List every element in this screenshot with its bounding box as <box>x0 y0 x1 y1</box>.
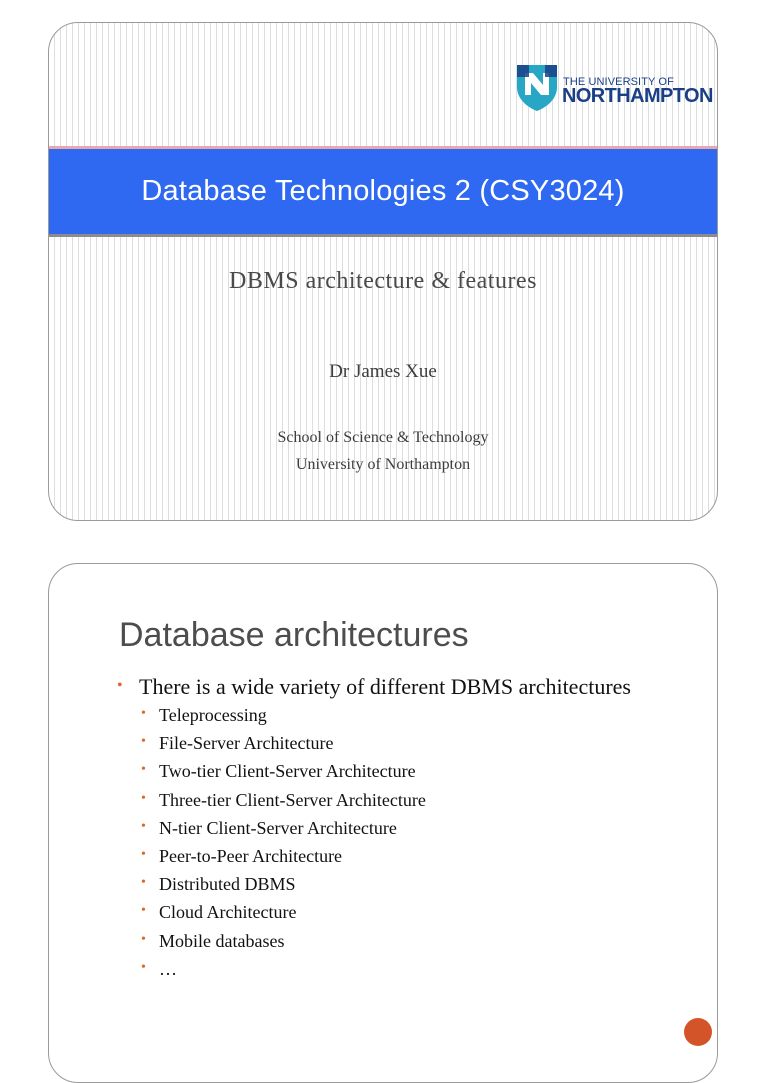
slide-corner-dot <box>684 1018 712 1046</box>
title-banner <box>49 149 717 237</box>
university-shield-icon <box>515 61 559 113</box>
list-item-text: File-Server Architecture <box>159 733 334 754</box>
course-title: Database Technologies 2 (CSY3024) <box>141 175 625 207</box>
title-slide <box>48 22 718 521</box>
logo-text-line2: NORTHAMPTON <box>562 85 713 107</box>
bullet-icon: • <box>141 875 146 891</box>
bullet-icon: • <box>141 846 146 862</box>
list-item-text: N-tier Client-Server Architecture <box>159 817 397 838</box>
list-item-text: Teleprocessing <box>159 705 267 725</box>
affiliation-school: School of Science & Technology <box>277 429 489 446</box>
bullet-icon: • <box>117 677 123 694</box>
bullet-icon: • <box>141 959 146 975</box>
list-item-text: Peer-to-Peer Architecture <box>159 845 343 866</box>
main-bullet-text: There is a wide variety of different DBMS architectures <box>139 674 631 699</box>
list-item-text: Two-tier Client-Server Architecture <box>159 761 416 782</box>
bullet-icon: • <box>141 706 146 721</box>
bullet-icon: • <box>141 818 146 834</box>
bullet-icon: • <box>141 762 146 778</box>
list-item-text: Mobile databases <box>159 930 285 951</box>
author-name: Dr James Xue <box>329 361 437 382</box>
logo-text-line1: THE UNIVERSITY OF <box>563 76 674 88</box>
university-logo <box>515 61 715 113</box>
list-item-text: Distributed DBMS <box>159 874 296 895</box>
list-item-text: Three-tier Client-Server Architecture <box>159 789 426 810</box>
list-item-text: … <box>159 958 177 979</box>
bullet-icon: • <box>141 931 146 947</box>
bullet-icon: • <box>141 903 146 919</box>
affiliation-university: University of Northampton <box>295 456 471 473</box>
list-item-text: Cloud Architecture <box>159 902 297 923</box>
content-slide <box>48 563 718 1083</box>
bullet-icon: • <box>141 790 146 806</box>
bullet-icon: • <box>141 734 146 750</box>
lecture-subtitle: DBMS architecture & features <box>229 268 537 294</box>
slide-title: Database architectures <box>119 616 469 654</box>
